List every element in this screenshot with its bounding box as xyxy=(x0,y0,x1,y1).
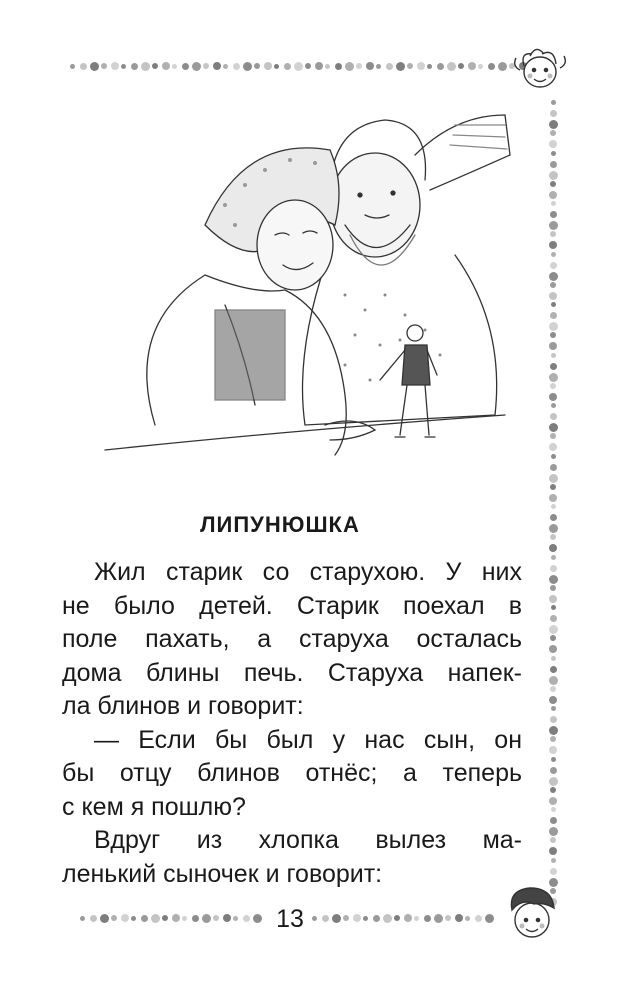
text-line: Вдруг из хлопка вылез ма- xyxy=(94,826,522,854)
text-line: дома блины печь. Старуха напек- xyxy=(62,658,522,687)
boy-face-icon xyxy=(500,880,564,950)
text-line: ла блинов и говорит: xyxy=(62,692,304,720)
text-line: ленький сыночек и говорит: xyxy=(62,859,383,888)
text-line: с кем я пошлю? xyxy=(62,792,246,821)
girl-face-icon xyxy=(510,42,570,98)
text-line: Жил старик со старухою. У них xyxy=(94,558,522,586)
page-number: 13 xyxy=(276,905,304,933)
text-line: — Если бы был у нас сын, он xyxy=(94,725,522,754)
text-line: бы отцу блинов отнёс; а теперь xyxy=(62,759,522,787)
story-title: ЛИПУНЮШКА xyxy=(200,512,360,537)
old-couple-illustration xyxy=(95,95,515,490)
story-text xyxy=(62,556,522,891)
text-line: не было детей. Старик поехал в xyxy=(62,591,522,620)
text-line: поле пахать, а старуха осталась xyxy=(62,625,522,653)
